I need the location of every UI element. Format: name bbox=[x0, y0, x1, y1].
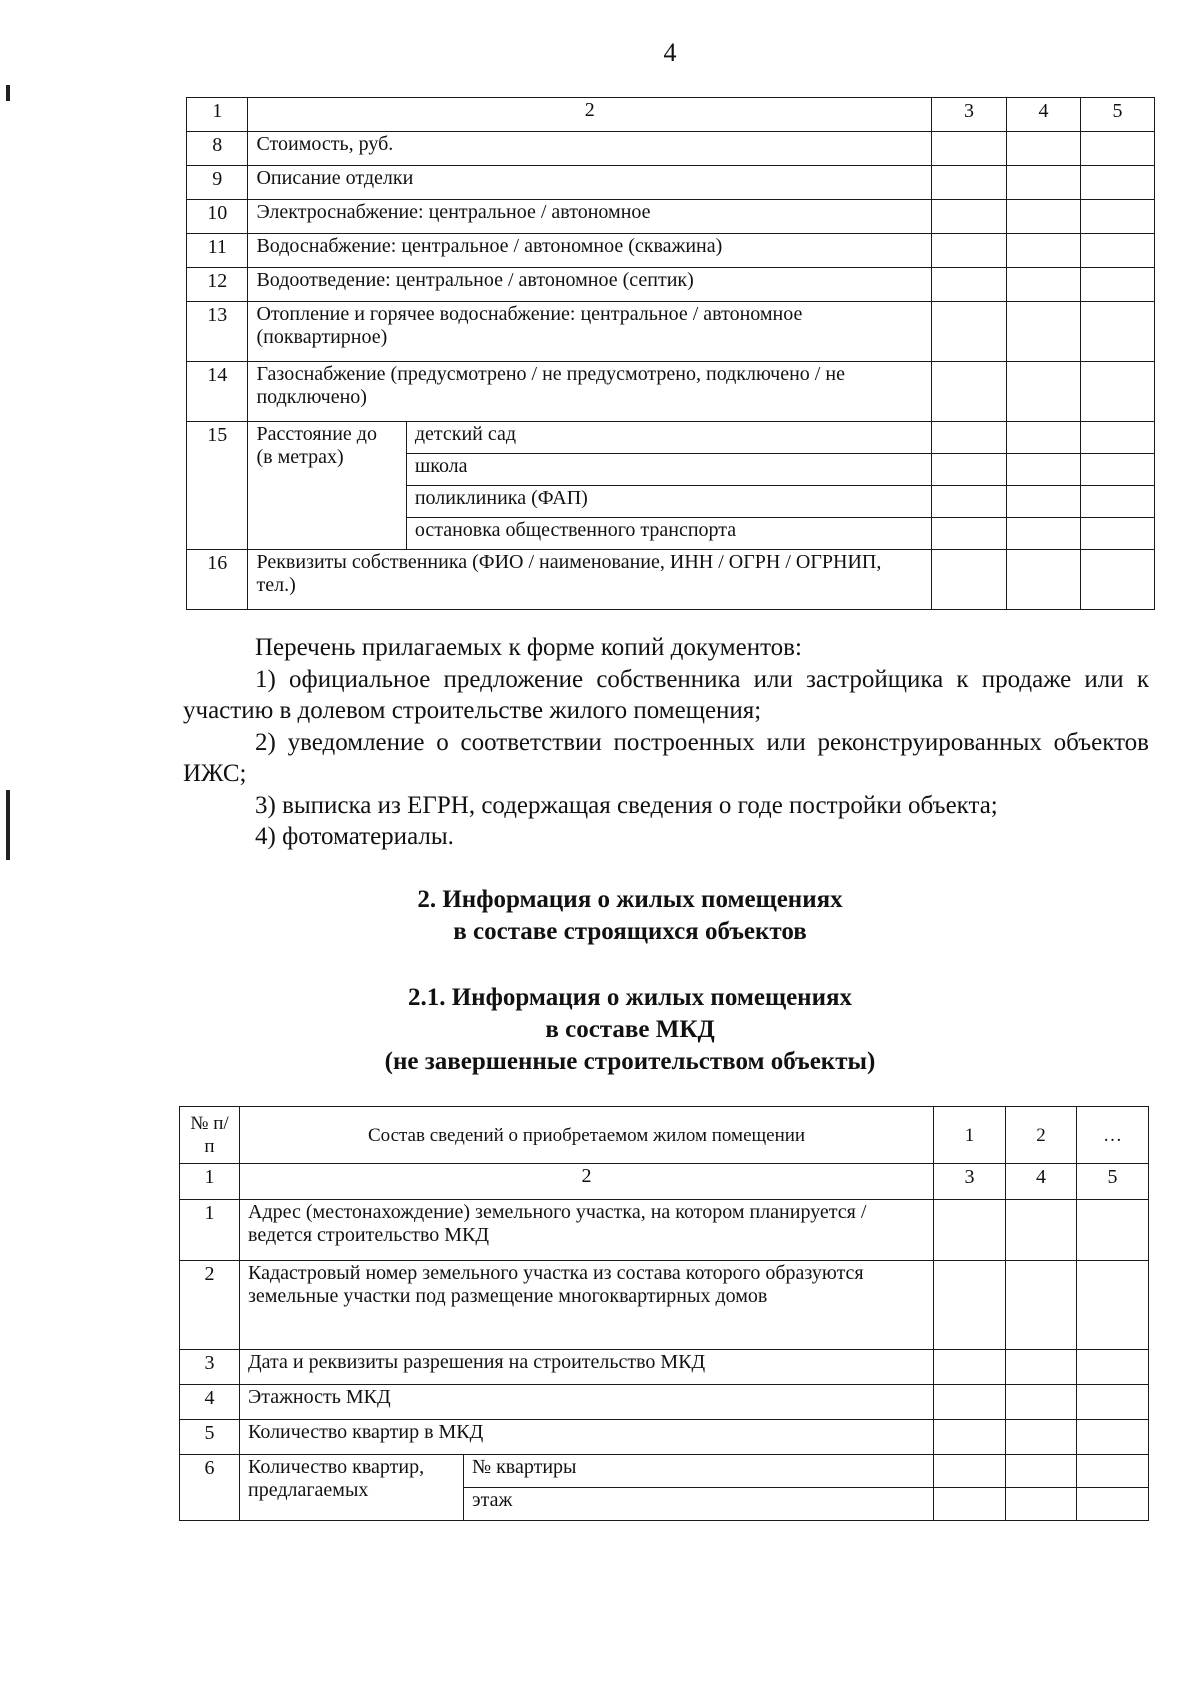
table-row bbox=[187, 550, 1155, 610]
value-cell[interactable] bbox=[1007, 486, 1081, 518]
column-index: 3 bbox=[932, 98, 1007, 132]
document-item: 4) фотоматериалы. bbox=[255, 823, 454, 850]
row-number: 12 bbox=[187, 268, 248, 302]
value-cell[interactable] bbox=[932, 486, 1007, 518]
row-label: Водоотведение: центральное / автономное (септик) bbox=[248, 268, 932, 302]
value-cell[interactable] bbox=[1077, 1200, 1149, 1261]
value-cell[interactable] bbox=[934, 1261, 1006, 1350]
table-row bbox=[180, 1261, 1149, 1350]
value-cell[interactable] bbox=[1007, 234, 1081, 268]
column-index: 5 bbox=[1077, 1164, 1149, 1200]
table-row bbox=[180, 1200, 1149, 1261]
sub-row-label: № квартиры bbox=[464, 1455, 934, 1488]
row-number: 10 bbox=[187, 200, 248, 234]
row-number: 16 bbox=[187, 550, 248, 610]
document-item: 1) официальное предложение собственника или застройщика к продаже или к участию в долевом строительстве жилого помещения; bbox=[183, 666, 1149, 724]
table-row bbox=[180, 1420, 1149, 1455]
table-header-row bbox=[180, 1107, 1149, 1164]
row-number: 4 bbox=[180, 1385, 240, 1420]
row-number: 13 bbox=[187, 302, 248, 362]
section-2-1-note: (не завершенные строительством объекты) bbox=[384, 1048, 876, 1075]
value-cell[interactable] bbox=[932, 454, 1007, 486]
row-label: Описание отделки bbox=[248, 166, 932, 200]
column-index: 1 bbox=[180, 1164, 240, 1200]
value-cell[interactable] bbox=[932, 234, 1007, 268]
scan-artifact bbox=[6, 790, 10, 860]
column-index: 2 bbox=[240, 1164, 934, 1200]
value-cell[interactable] bbox=[1080, 166, 1154, 200]
value-cell[interactable] bbox=[1007, 132, 1081, 166]
value-cell[interactable] bbox=[932, 166, 1007, 200]
value-cell[interactable] bbox=[1080, 486, 1154, 518]
value-cell[interactable] bbox=[934, 1385, 1006, 1420]
row-label: Стоимость, руб. bbox=[248, 132, 932, 166]
mkd-info-table bbox=[179, 1106, 1149, 1521]
value-cell[interactable] bbox=[932, 362, 1007, 422]
value-cell[interactable] bbox=[932, 422, 1007, 454]
value-cell[interactable] bbox=[1080, 362, 1154, 422]
value-cell[interactable] bbox=[1080, 454, 1154, 486]
value-cell[interactable] bbox=[932, 550, 1007, 610]
value-cell[interactable] bbox=[1080, 132, 1154, 166]
value-cell[interactable] bbox=[1080, 234, 1154, 268]
value-cell[interactable] bbox=[1007, 362, 1081, 422]
column-header: 2 bbox=[1006, 1107, 1077, 1164]
row-number: 3 bbox=[180, 1350, 240, 1385]
value-cell[interactable] bbox=[932, 200, 1007, 234]
value-cell[interactable] bbox=[1080, 422, 1154, 454]
sub-row-label: этаж bbox=[464, 1488, 934, 1521]
row-label: Водоснабжение: центральное / автономное (скважина) bbox=[248, 234, 932, 268]
value-cell[interactable] bbox=[1006, 1488, 1077, 1521]
table-row bbox=[187, 362, 1155, 422]
value-cell[interactable] bbox=[932, 518, 1007, 550]
row-number: 14 bbox=[187, 362, 248, 422]
row-label: Дата и реквизиты разрешения на строительство МКД bbox=[240, 1350, 934, 1385]
scan-artifact bbox=[6, 85, 10, 101]
row-number: 9 bbox=[187, 166, 248, 200]
column-index: 4 bbox=[1006, 1164, 1077, 1200]
value-cell[interactable] bbox=[1007, 200, 1081, 234]
row-number: 15 bbox=[187, 422, 248, 550]
row-label: Адрес (местонахождение) земельного участка, на котором планируется / ведется строительство МКД bbox=[240, 1200, 934, 1261]
row-label: Расстояние до (в метрах) bbox=[248, 422, 406, 550]
column-index: 5 bbox=[1080, 98, 1154, 132]
value-cell[interactable] bbox=[934, 1350, 1006, 1385]
value-cell[interactable] bbox=[932, 132, 1007, 166]
value-cell[interactable] bbox=[1007, 454, 1081, 486]
row-label: Количество квартир в МКД bbox=[240, 1420, 934, 1455]
documents-intro: Перечень прилагаемых к форме копий документов: bbox=[255, 634, 802, 661]
value-cell[interactable] bbox=[1077, 1350, 1149, 1385]
table-row bbox=[187, 268, 1155, 302]
value-cell[interactable] bbox=[1007, 518, 1081, 550]
row-label: Реквизиты собственника (ФИО / наименование, ИНН / ОГРН / ОГРНИП, тел.) bbox=[248, 550, 932, 610]
column-index: 3 bbox=[934, 1164, 1006, 1200]
value-cell[interactable] bbox=[1007, 302, 1081, 362]
value-cell[interactable] bbox=[1007, 268, 1081, 302]
value-cell[interactable] bbox=[934, 1488, 1006, 1521]
row-label: Количество квартир, предлагаемых bbox=[240, 1455, 464, 1521]
row-label: Электроснабжение: центральное / автономное bbox=[248, 200, 932, 234]
value-cell[interactable] bbox=[934, 1455, 1006, 1488]
value-cell[interactable] bbox=[932, 302, 1007, 362]
table-row bbox=[180, 1455, 1149, 1488]
sub-row-label: поликлиника (ФАП) bbox=[406, 486, 931, 518]
value-cell[interactable] bbox=[1006, 1350, 1077, 1385]
property-info-table bbox=[186, 97, 1155, 610]
column-index: 2 bbox=[248, 98, 932, 132]
table-index-row bbox=[180, 1164, 1149, 1200]
value-cell[interactable] bbox=[1077, 1261, 1149, 1350]
table-row bbox=[180, 1350, 1149, 1385]
row-number: 11 bbox=[187, 234, 248, 268]
row-number: 8 bbox=[187, 132, 248, 166]
page-number: 4 bbox=[663, 38, 677, 67]
table-row bbox=[180, 1385, 1149, 1420]
section-2-subtitle: в составе строящихся объектов bbox=[453, 918, 807, 945]
table-row bbox=[187, 132, 1155, 166]
sub-row-label: школа bbox=[406, 454, 931, 486]
value-cell[interactable] bbox=[1077, 1488, 1149, 1521]
value-cell[interactable] bbox=[1077, 1455, 1149, 1488]
row-number: 2 bbox=[180, 1261, 240, 1350]
section-2-1-subtitle: в составе МКД bbox=[545, 1016, 715, 1043]
column-index: 1 bbox=[187, 98, 248, 132]
row-label: Газоснабжение (предусмотрено / не предусмотрено, подключено / не подключено) bbox=[248, 362, 932, 422]
value-cell[interactable] bbox=[1006, 1261, 1077, 1350]
value-cell[interactable] bbox=[1080, 518, 1154, 550]
value-cell[interactable] bbox=[1007, 166, 1081, 200]
value-cell[interactable] bbox=[1006, 1455, 1077, 1488]
section-2-1-title: 2.1. Информация о жилых помещениях bbox=[407, 984, 853, 1011]
value-cell[interactable] bbox=[1080, 302, 1154, 362]
row-label: Этажность МКД bbox=[240, 1385, 934, 1420]
column-index: 4 bbox=[1007, 98, 1081, 132]
table-header-row bbox=[187, 98, 1155, 132]
value-cell[interactable] bbox=[934, 1420, 1006, 1455]
section-2-title: 2. Информация о жилых помещениях bbox=[417, 886, 843, 913]
row-number: 1 bbox=[180, 1200, 240, 1261]
document-item: 2) уведомление о соответствии построенных или реконструированных объектов ИЖС; bbox=[183, 729, 1149, 787]
value-cell[interactable] bbox=[1077, 1385, 1149, 1420]
sub-row-label: остановка общественного транспорта bbox=[406, 518, 931, 550]
value-cell[interactable] bbox=[1077, 1420, 1149, 1455]
row-label: Отопление и горячее водоснабжение: центральное / автономное (поквартирное) bbox=[248, 302, 932, 362]
row-number: 5 bbox=[180, 1420, 240, 1455]
value-cell[interactable] bbox=[1080, 268, 1154, 302]
column-header-title: Состав сведений о приобретаемом жилом помещении bbox=[240, 1107, 934, 1164]
value-cell[interactable] bbox=[1006, 1420, 1077, 1455]
sub-row-label: детский сад bbox=[406, 422, 931, 454]
value-cell[interactable] bbox=[934, 1200, 1006, 1261]
value-cell[interactable] bbox=[932, 268, 1007, 302]
row-number: 6 bbox=[180, 1455, 240, 1521]
value-cell[interactable] bbox=[1006, 1385, 1077, 1420]
document-item: 3) выписка из ЕГРН, содержащая сведения о годе постройки объекта; bbox=[255, 792, 998, 819]
row-label: Кадастровый номер земельного участка из состава которого образуются земельные участки под размещение многоквартирных домов bbox=[240, 1261, 934, 1350]
table-row bbox=[187, 234, 1155, 268]
value-cell[interactable] bbox=[1007, 550, 1081, 610]
table-row bbox=[187, 166, 1155, 200]
value-cell[interactable] bbox=[1007, 422, 1081, 454]
table-row bbox=[187, 200, 1155, 234]
column-header-number: № п/п bbox=[180, 1107, 240, 1164]
value-cell[interactable] bbox=[1080, 550, 1154, 610]
table-row bbox=[187, 422, 1155, 454]
column-header: … bbox=[1077, 1107, 1149, 1164]
value-cell[interactable] bbox=[1006, 1200, 1077, 1261]
value-cell[interactable] bbox=[1080, 200, 1154, 234]
table-row bbox=[187, 302, 1155, 362]
column-header: 1 bbox=[934, 1107, 1006, 1164]
